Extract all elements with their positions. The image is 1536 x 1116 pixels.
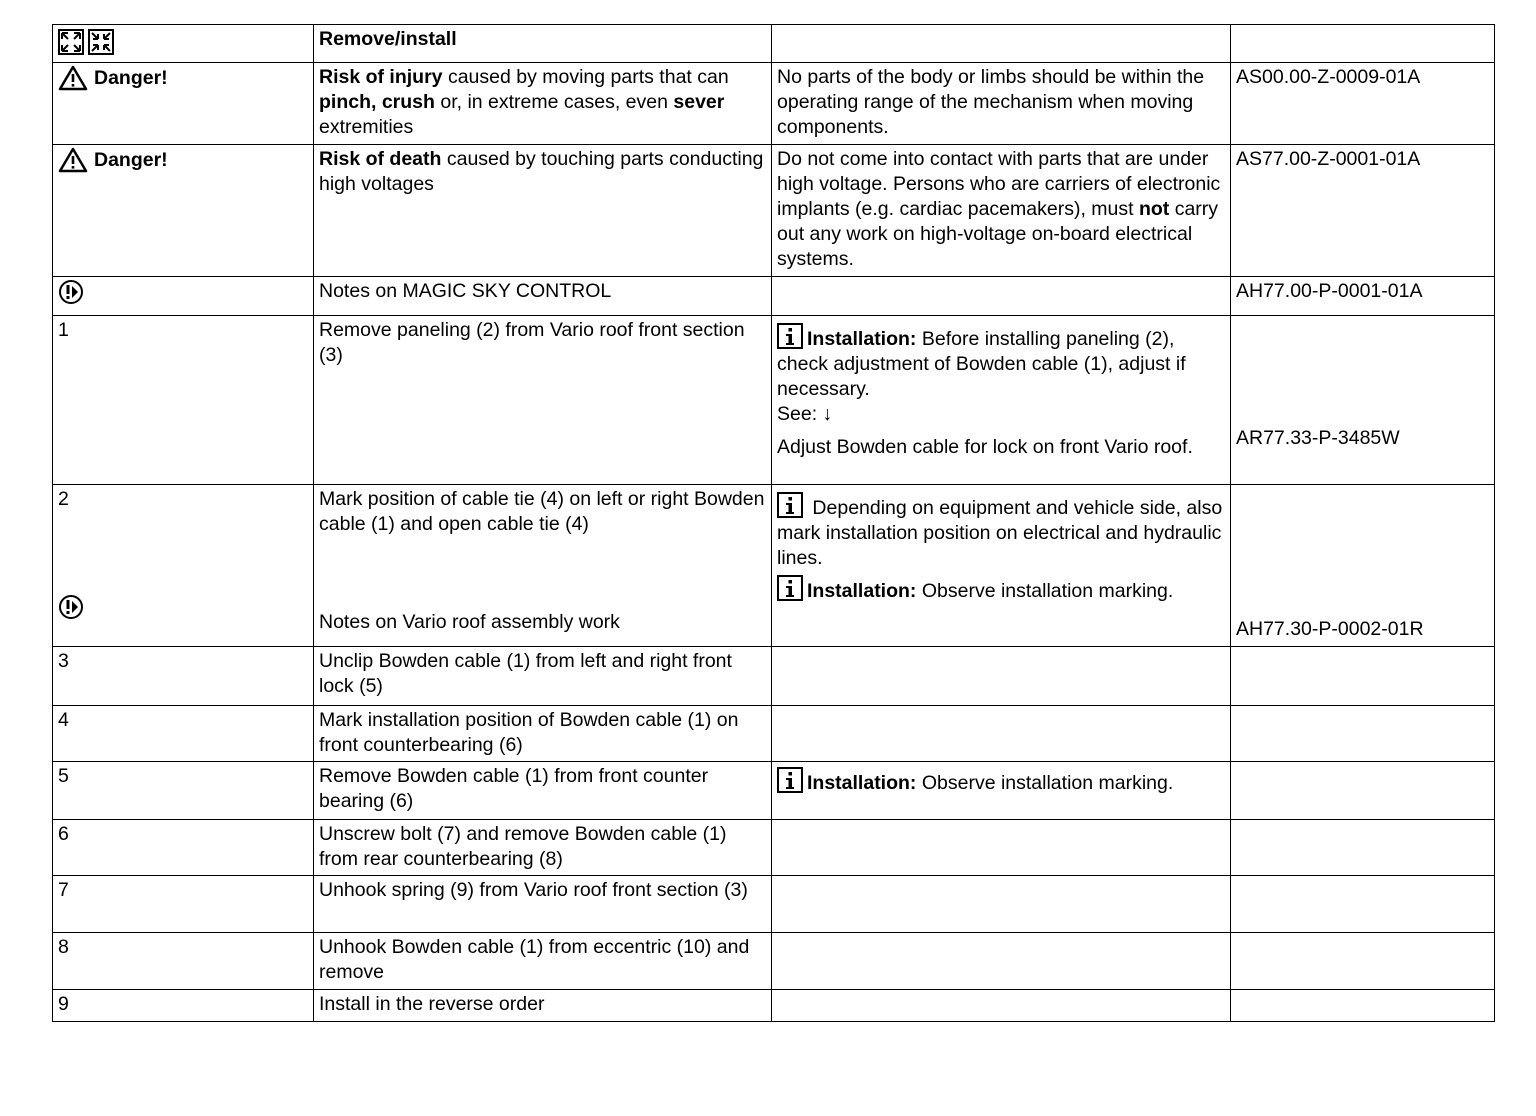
step-row	[53, 876, 1495, 933]
step-row	[53, 316, 1495, 485]
info-icon	[777, 323, 803, 349]
step-info-cell	[772, 820, 1231, 876]
step-text: Unclip Bowden cable (1) from left and right front lock (5)	[319, 650, 732, 697]
step-number-cell	[53, 647, 314, 706]
step-number-cell	[53, 316, 314, 485]
ref-cell	[1231, 820, 1495, 876]
measure-cell	[772, 145, 1231, 277]
step-row	[53, 647, 1495, 706]
step-info-cell	[772, 762, 1231, 820]
step-text: Mark position of cable tie (4) on left or right Bowden cable (1) and open cable tie (4)	[319, 488, 765, 535]
notes-link[interactable]: Notes on Vario roof assembly work	[319, 611, 620, 633]
notes-text-cell	[314, 277, 772, 316]
text-run: Do not come into contact with parts that are under high voltage. Persons who are carriers of electronic implants (e.g. cardiac pacemakers), must	[777, 148, 1221, 220]
ref-cell	[1231, 277, 1495, 316]
text-run: Risk of death	[319, 148, 442, 170]
step-number-cell	[53, 762, 314, 820]
step-text: Unscrew bolt (7) and remove Bowden cable (1) from rear counterbearing (8)	[319, 823, 727, 870]
note-icon[interactable]	[58, 594, 84, 620]
header-title: Remove/install	[314, 25, 772, 63]
info-text: Depending on equipment and vehicle side, also mark installation position on electrical and hydraulic lines.	[777, 497, 1223, 569]
info-icon	[777, 767, 803, 793]
ref-cell	[1231, 876, 1495, 933]
document-ref-link[interactable]: AH77.00-P-0001-01A	[1236, 280, 1423, 302]
step-text-cell	[314, 990, 772, 1022]
step-info-cell	[772, 485, 1231, 647]
notes-row	[53, 277, 1495, 316]
step-info-cell	[772, 706, 1231, 762]
expand-icon[interactable]	[58, 29, 84, 55]
danger-label-cell	[53, 145, 314, 277]
installation-label: Installation:	[807, 580, 917, 602]
step-text: Mark installation position of Bowden cable (1) on front counterbearing (6)	[319, 709, 739, 756]
empty-cell	[772, 277, 1231, 316]
step-number: 7	[58, 879, 69, 901]
info-icon	[777, 575, 803, 601]
text-run: No parts of the body or limbs should be within the operating range of the mechanism when moving components.	[777, 66, 1205, 138]
step-text: Unhook spring (9) from Vario roof front section (3)	[319, 879, 748, 901]
notes-icon-cell	[53, 277, 314, 316]
step-info-cell	[772, 933, 1231, 990]
step-number-cell	[53, 933, 314, 990]
step-number-cell	[53, 876, 314, 933]
header-icons-cell	[53, 25, 314, 63]
see-reference: See: ↓	[777, 403, 833, 425]
ref-cell	[1231, 706, 1495, 762]
text-run: caused by touching parts conducting high voltages	[319, 148, 764, 195]
step-number-cell	[53, 820, 314, 876]
risk-cell	[314, 145, 772, 277]
ref-cell	[1231, 990, 1495, 1022]
danger-row	[53, 145, 1495, 277]
text-run: carry out any work on high-voltage on-board electrical systems.	[777, 198, 1219, 270]
info-icon	[777, 492, 803, 518]
danger-text: Danger!	[94, 148, 168, 171]
procedure-table	[52, 24, 1495, 1022]
step-text: Remove paneling (2) from Vario roof front section (3)	[319, 319, 745, 366]
step-number: 5	[58, 765, 69, 787]
step-text-cell	[314, 485, 772, 647]
step-row	[53, 990, 1495, 1022]
step-text-cell	[314, 316, 772, 485]
text-run: not	[1138, 198, 1170, 220]
step-info-cell	[772, 647, 1231, 706]
step-row	[53, 933, 1495, 990]
text-run: extremities	[319, 116, 414, 138]
installation-label: Installation:	[807, 772, 917, 794]
step-text-cell	[314, 933, 772, 990]
step-number: 8	[58, 936, 69, 958]
collapse-icon[interactable]	[88, 29, 114, 55]
installation-label: Installation:	[807, 328, 917, 350]
step-number: 9	[58, 993, 69, 1015]
step-number: 2	[58, 488, 69, 510]
installation-text: Observe installation marking.	[916, 580, 1174, 602]
step-text-cell	[314, 876, 772, 933]
step-number: 6	[58, 823, 69, 845]
document-ref-link[interactable]: AH77.30-P-0002-01R	[1236, 618, 1424, 640]
ref-cell	[1231, 933, 1495, 990]
danger-row	[53, 63, 1495, 145]
danger-label	[58, 65, 308, 91]
step-number-cell	[53, 485, 314, 647]
text-run: sever	[673, 91, 725, 113]
document-ref-link[interactable]: AS00.00-Z-0009-01A	[1236, 66, 1421, 88]
step-number: 4	[58, 709, 69, 731]
ref-cell	[1231, 647, 1495, 706]
step-info-cell	[772, 316, 1231, 485]
step-text-cell	[314, 762, 772, 820]
step-text: Unhook Bowden cable (1) from eccentric (10) and remove	[319, 936, 750, 983]
step-number: 3	[58, 650, 69, 672]
step-info-cell	[772, 990, 1231, 1022]
note-icon[interactable]	[58, 279, 84, 305]
ref-cell	[1231, 63, 1495, 145]
text-run: pinch, crush	[319, 91, 435, 113]
step-text: Remove Bowden cable (1) from front counter bearing (6)	[319, 765, 709, 812]
ref-cell	[1231, 485, 1495, 647]
step-row	[53, 485, 1495, 647]
step-text-cell	[314, 706, 772, 762]
header-row	[53, 25, 1495, 63]
step-row	[53, 762, 1495, 820]
risk-cell	[314, 63, 772, 145]
step-number: 1	[58, 319, 69, 341]
measure-cell	[772, 63, 1231, 145]
text-run: caused by moving parts that can	[442, 66, 729, 88]
step-number-cell	[53, 990, 314, 1022]
danger-text: Danger!	[94, 66, 168, 89]
text-run: Risk of injury	[319, 66, 443, 88]
installation-text: Observe installation marking.	[916, 772, 1174, 794]
document-ref-link[interactable]: AR77.33-P-3485W	[1236, 427, 1400, 449]
warning-triangle-icon	[58, 65, 88, 91]
ref-cell	[1231, 762, 1495, 820]
ref-cell	[1231, 145, 1495, 277]
text-run: or, in extreme cases, even	[434, 91, 674, 113]
danger-label-cell	[53, 63, 314, 145]
step-text-cell	[314, 820, 772, 876]
warning-triangle-icon	[58, 147, 88, 173]
step-number-cell	[53, 706, 314, 762]
danger-label	[58, 147, 308, 173]
related-link[interactable]: Adjust Bowden cable for lock on front Vario roof.	[777, 436, 1193, 458]
installation-text: Before installing paneling (2), check adjustment of Bowden cable (1), adjust if necessary.	[777, 328, 1186, 400]
notes-link[interactable]: Notes on MAGIC SKY CONTROL	[319, 280, 612, 302]
ref-cell	[1231, 316, 1495, 485]
step-text-cell	[314, 647, 772, 706]
step-text: Install in the reverse order	[319, 993, 545, 1015]
document-ref-link[interactable]: AS77.00-Z-0001-01A	[1236, 148, 1421, 170]
step-info-cell	[772, 876, 1231, 933]
step-row	[53, 820, 1495, 876]
step-row	[53, 706, 1495, 762]
